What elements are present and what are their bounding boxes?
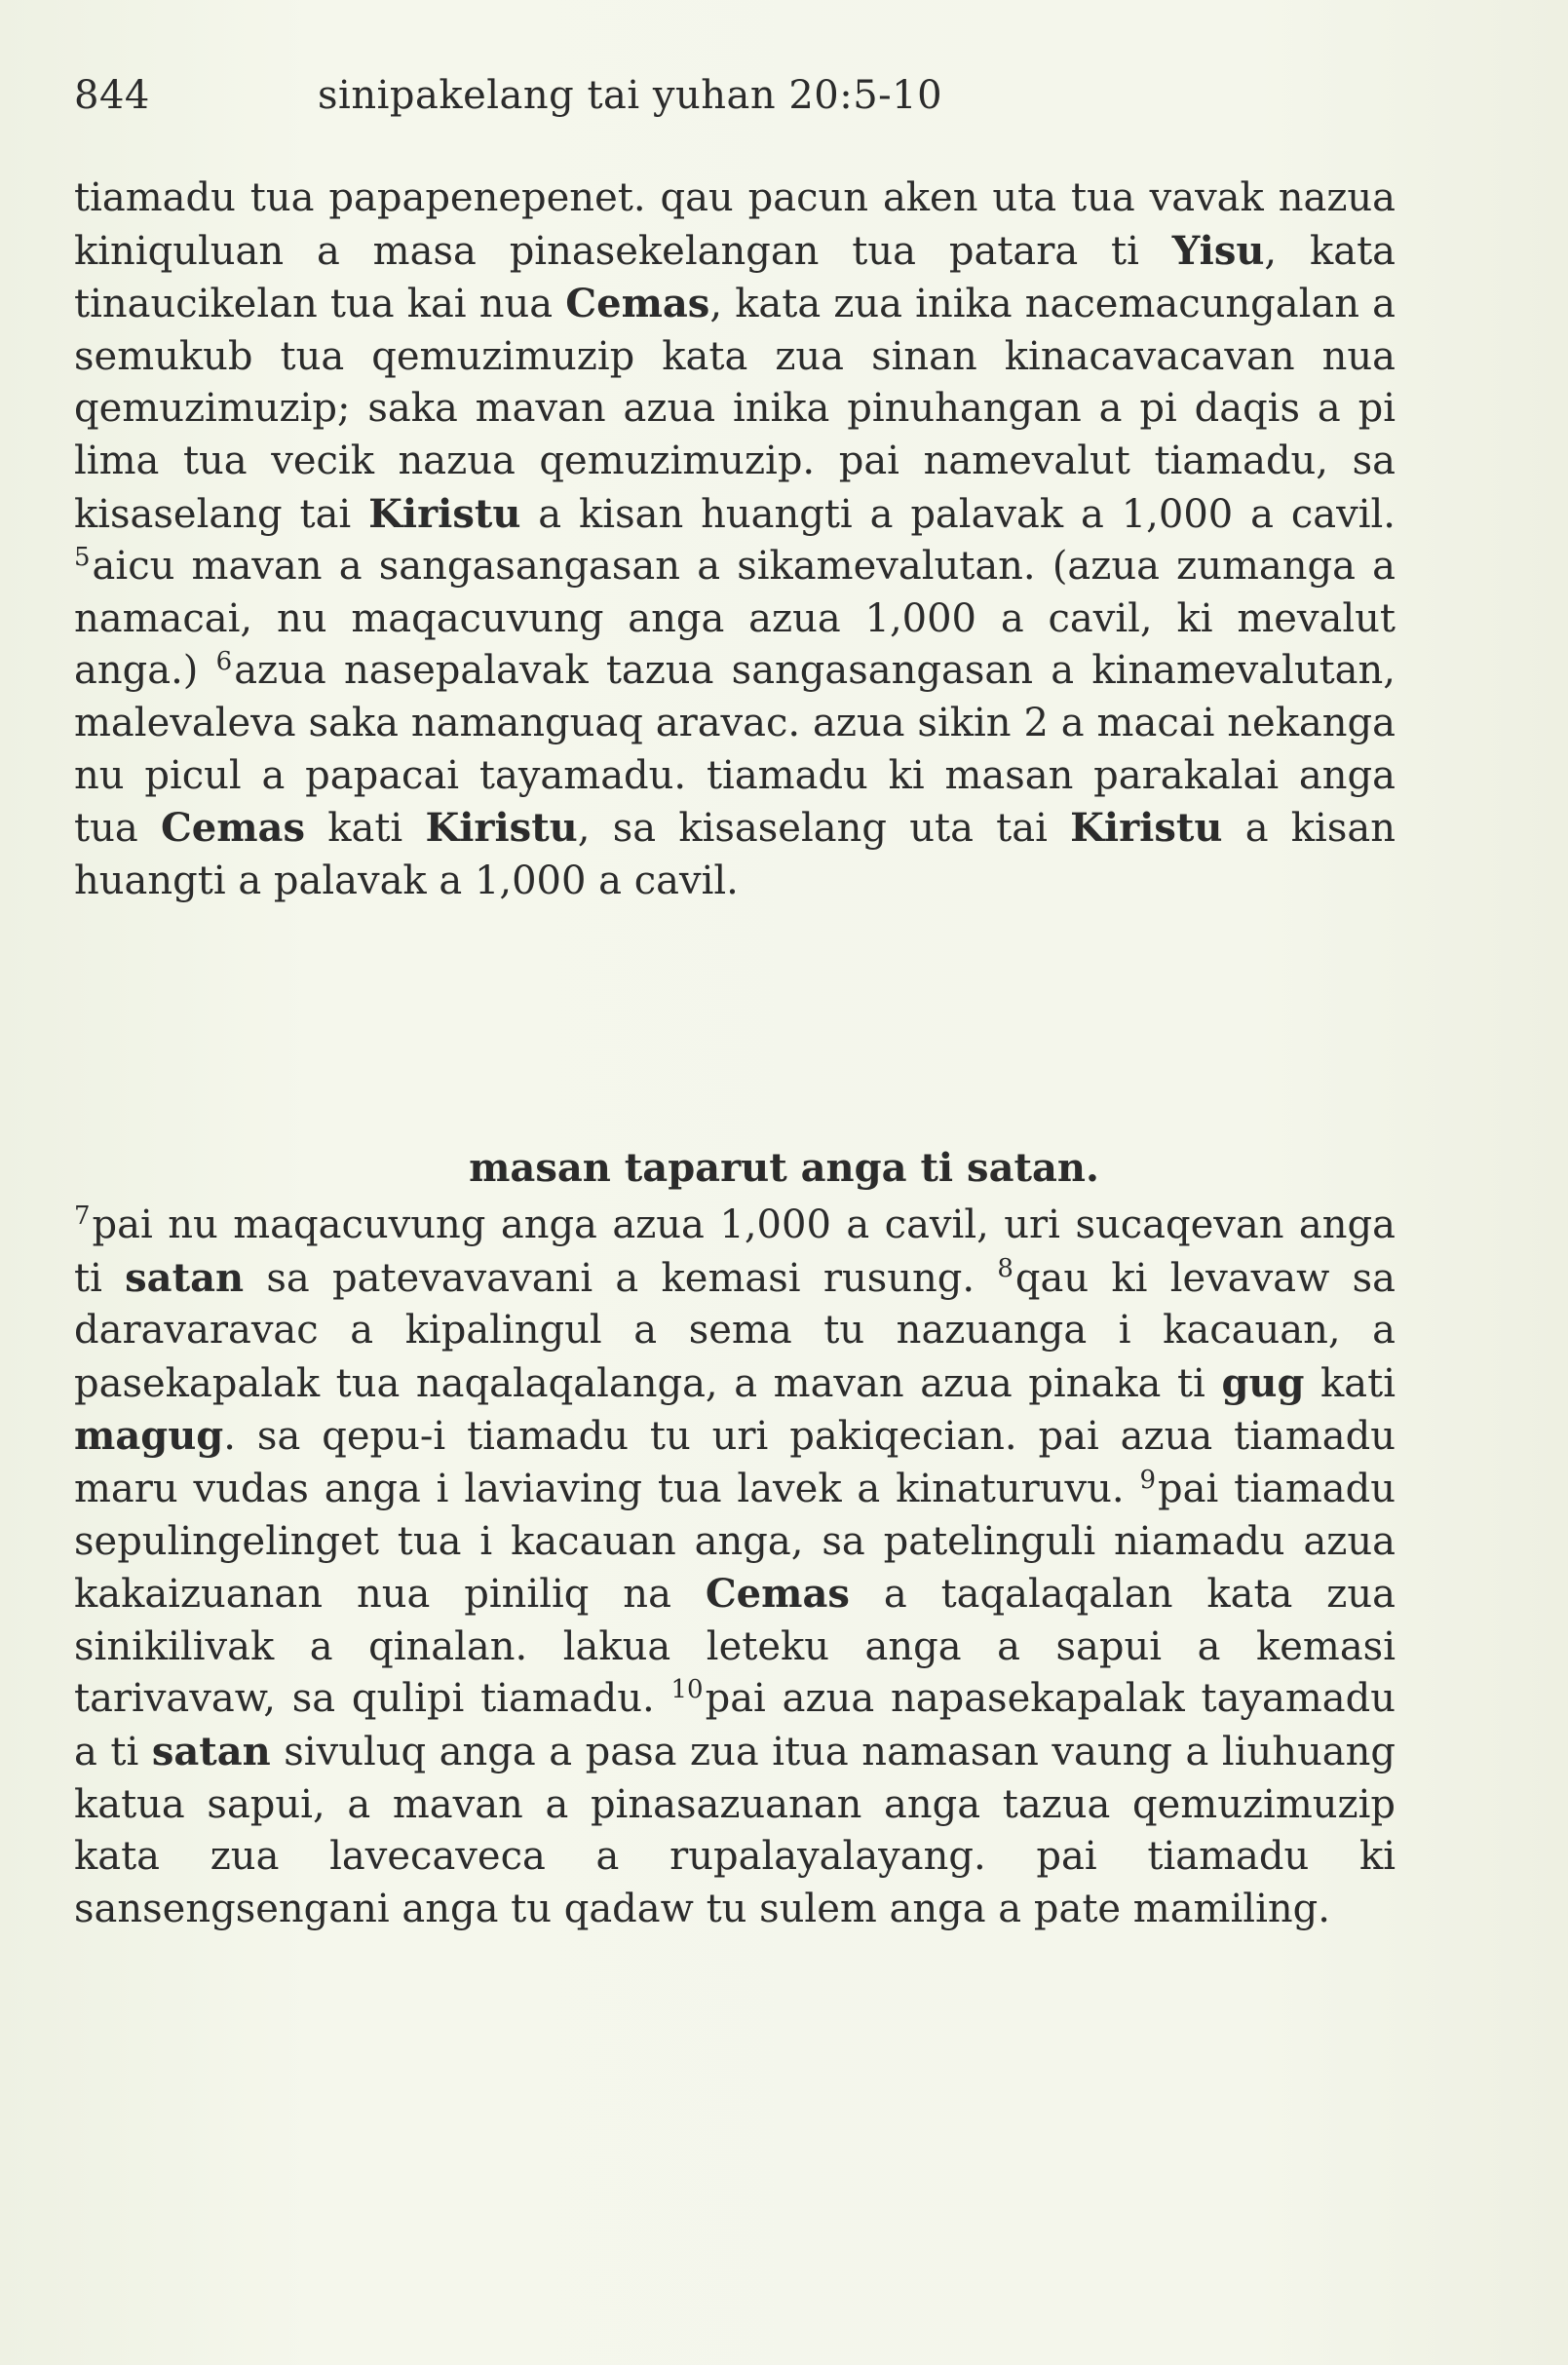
name-kiristu: Kiristu [1070, 805, 1223, 852]
paragraph-verses-4-6 [74, 172, 1396, 907]
page-number: 844 [74, 73, 150, 118]
body-text: kati [304, 806, 426, 852]
name-satan: satan [151, 1728, 271, 1774]
paragraph-verses-7-10 [74, 1200, 1396, 1935]
verse-number-7: 7 [74, 1201, 91, 1231]
body-text: tiamadu tua papapenepenet. qau pacun aken uta tua vavak nazua kiniquluan a masa pinasekelangan tua patara ti [74, 175, 1396, 274]
verse-number-5: 5 [74, 542, 91, 572]
verse-number-9: 9 [1139, 1465, 1157, 1495]
name-gug: gug [1221, 1359, 1305, 1406]
body-text: sa patevavavani a kemasi rusung. [244, 1255, 998, 1301]
body-text: kati [1304, 1360, 1396, 1406]
name-cemas: Cemas [565, 281, 710, 327]
body-text: , kata tinaucikelan tua kai nua [74, 228, 1396, 327]
body-text: aicu mavan a sangasangasan a sikamevalutan. (azua zumanga a namacai, nu maqacuvung anga azua 1,000 a cavil, ki mevalut anga.) [74, 544, 1396, 694]
body-text: a kisan huangti a palavak a 1,000 a cavil. [520, 491, 1396, 537]
body-text: pai nu maqacuvung anga azua 1,000 a cavil, uri sucaqevan anga ti [74, 1202, 1396, 1301]
name-cemas: Cemas [705, 1571, 850, 1618]
name-magug: magug [74, 1413, 224, 1460]
body-text: azua nasepalavak tazua sangasangasan a kinamevalutan, malevaleva saka namanguaq aravac. azua sikin 2 a macai nekanga nu picul a papacai tayamadu. tiamadu ki masan parakalai anga tua [74, 648, 1396, 852]
section-heading: masan taparut anga ti satan. [469, 1145, 1099, 1191]
name-kiristu: Kiristu [425, 805, 578, 852]
body-text: , kata zua inika nacemacungalan a semukub tua qemuzimuzip kata zua sinan kinacavacavan nua qemuzimuzip; saka mavan azua inika pinuhangan a pi daqis a pi lima tua vecik nazua qemuzimuzip. pai namevalut tiamadu, sa kisaselang tai [74, 282, 1396, 537]
body-text: a kisan huangti a palavak a 1,000 a cavil. [74, 806, 1396, 903]
name-kiristu: Kiristu [368, 490, 521, 537]
body-text: qau ki levavaw sa daravaravac a kipalingul a sema tu nazuanga i kacauan, a pasekapalak tua naqalaqalanga, a mavan azua pinaka ti [74, 1255, 1396, 1406]
body-text: , sa kisaselang uta tai [577, 806, 1071, 852]
body-text: sivuluq anga a pasa zua itua namasan vaung a liuhuang katua sapui, a mavan a pinasazuanan anga tazua qemuzimuzip kata zua lavecaveca a rupalayalayang. pai tiamadu ki sansengsengani anga tu qadaw tu sulem anga a pate mamiling. [74, 1729, 1396, 1931]
running-header [74, 66, 1139, 125]
name-cemas: Cemas [160, 805, 305, 852]
body-text: pai tiamadu sepulingelinget tua i kacauan anga, sa patelinguli niamadu azua kakaizuanan nua piniliq na [74, 1466, 1396, 1618]
name-yisu: Yisu [1171, 227, 1265, 274]
verse-number-6: 6 [215, 647, 233, 677]
body-text: pai azua napasekapalak tayamadu a ti [74, 1676, 1396, 1774]
name-satan: satan [125, 1254, 245, 1301]
verse-number-8: 8 [997, 1254, 1013, 1284]
verse-number-10: 10 [670, 1675, 704, 1705]
bleed-through-text [78, 1077, 1394, 1128]
running-title: sinipakelang tai yuhan 20:5-10 [318, 73, 943, 118]
body-text: a taqalaqalan kata zua sinikilivak a qinalan. lakua leteku anga a sapui a kemasi tarivavaw, sa qulipi tiamadu. [74, 1572, 1396, 1722]
body-text: . sa qepu-i tiamadu tu uri pakiqecian. pai azua tiamadu maru vudas anga i laviaving tua lavek a kinaturuvu. [74, 1414, 1396, 1511]
